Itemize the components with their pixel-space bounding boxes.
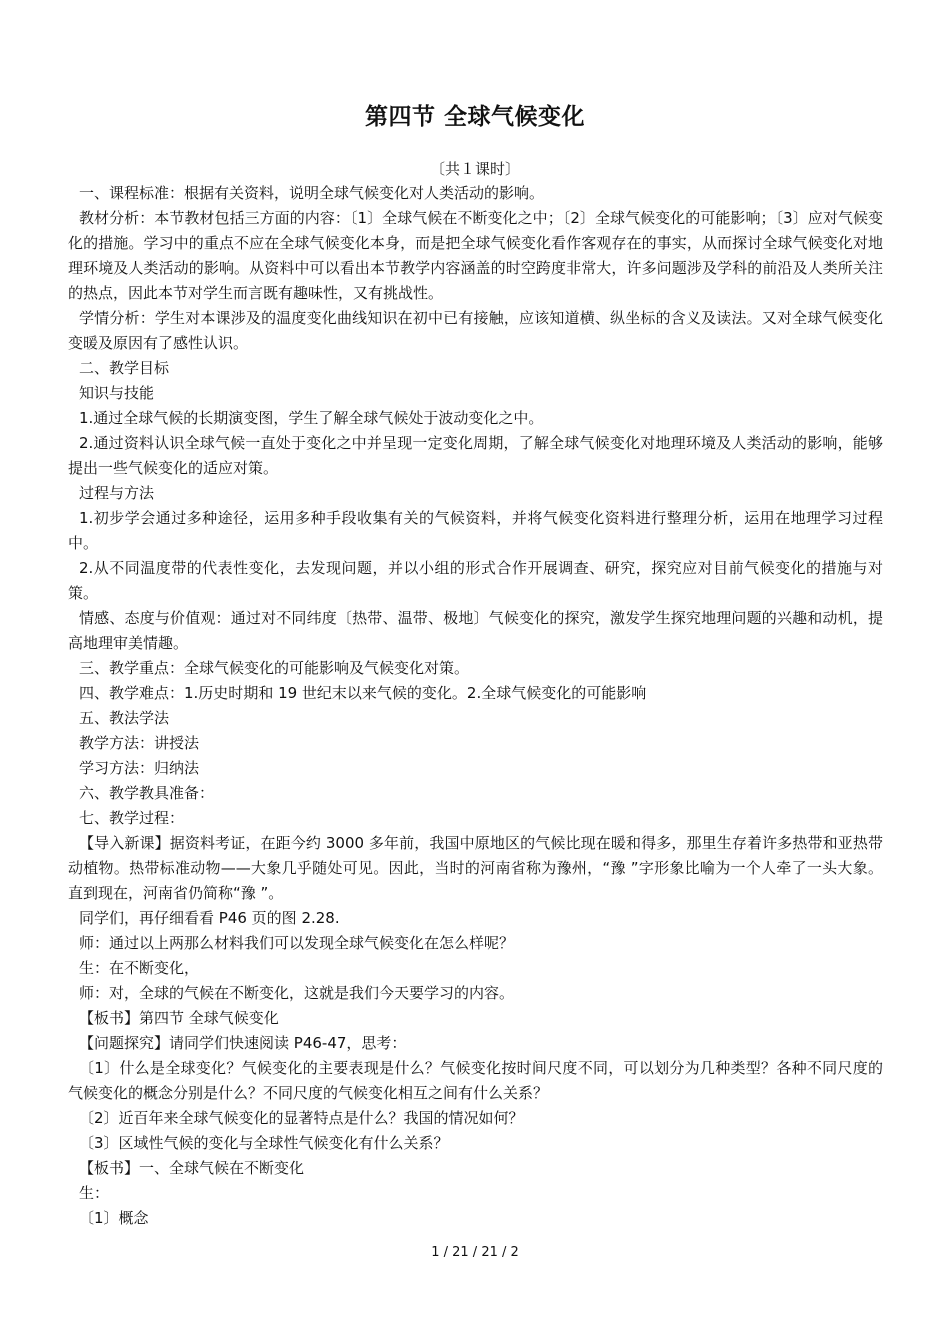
subsection-heading: 过程与方法 [79, 484, 155, 502]
section-heading: 七、教学过程： [79, 809, 185, 827]
page-title: 第四节 全球气候变化 [364, 104, 585, 130]
paragraph: 一、课程标准：根据有关资料，说明全球气候变化对人类活动的影响。 [79, 184, 545, 202]
paragraph: 生：在不断变化， [79, 959, 200, 977]
paragraph: 1.通过全球气候的长期演变图，学生了解全球气候处于波动变化之中。 [79, 409, 544, 427]
section-heading: 四、教学难点：1.历史时期和 19 世纪末以来气候的变化。2.全球气候变化的可能影响 [79, 684, 647, 702]
paragraph: 〔1〕概念 [79, 1209, 149, 1227]
subsection-heading: 知识与技能 [79, 384, 155, 402]
paragraph: 1.初步学会通过多种途径，运用多种手段收集有关的气候资料，并将气候变化资料进行整理分析，运用在地理学习过程中。 [68, 509, 883, 552]
paragraph: 2.通过资料认识全球气候一直处于变化之中并呈现一定变化周期，了解全球气候变化对地理环境及人类活动的影响，能够提出一些气候变化的适应对策。 [68, 434, 883, 477]
paragraph: 2.从不同温度带的代表性变化，去发现问题，并以小组的形式合作开展调查、研究，探究应对目前气候变化的措施与对策。 [68, 559, 883, 602]
paragraph: 学习方法：归纳法 [79, 759, 200, 777]
paragraph: 师：通过以上两那么材料我们可以发现全球气候变化在怎么样呢？ [79, 934, 515, 952]
document-body [68, 181, 883, 1231]
paragraph: 生： [79, 1184, 110, 1202]
paragraph: 同学们，再仔细看看 P46 页的图 2.28. [79, 909, 340, 927]
paragraph: 〔1〕什么是全球变化？气候变化的主要表现是什么？气候变化按时间尺度不同，可以划分为几种类型？各种不同尺度的气候变化的概念分别是什么？不同尺度的气候变化相互之间有什么关系？ [68, 1059, 883, 1102]
section-heading: 二、教学目标 [79, 359, 170, 377]
paragraph: 教学方法：讲授法 [79, 734, 200, 752]
section-heading: 三、教学重点：全球气候变化的可能影响及气候变化对策。 [79, 659, 470, 677]
section-heading: 五、教法学法 [79, 709, 170, 727]
paragraph: 〔2〕近百年来全球气候变化的显著特点是什么？我国的情况如何？ [79, 1109, 524, 1127]
paragraph: 教材分析：本节教材包括三方面的内容：〔1〕全球气候在不断变化之中；〔2〕全球气候变化的可能影响；〔3〕应对气候变化的措施。学习中的重点不应在全球气候变化本身，而是把全球气候变化看作客观存在的事实，从而探讨全球气候变化对地理环境及人类活动的影响。从资料中可以看出本节教学内容涵盖的时空跨度非常大，许多问题涉及学科的前沿及人类所关注的热点，因此本节对学生而言既有趣味性，又有挑战性。 [68, 209, 883, 302]
class-hours-note: 〔共１课时〕 [429, 160, 520, 178]
paragraph: 学情分析：学生对本课涉及的温度变化曲线知识在初中已有接触，应该知道横、纵坐标的含义及读法。又对全球气候变化变暖及原因有了感性认识。 [68, 309, 883, 352]
paragraph: 【问题探究】请同学们快速阅读 P46-47，思考： [79, 1034, 407, 1052]
page-number: 1 / 21 / 21 / 2 [431, 1245, 519, 1260]
paragraph: 【板书】第四节 全球气候变化 [79, 1009, 279, 1027]
section-heading: 六、教学教具准备： [79, 784, 215, 802]
paragraph: 〔3〕区域性气候的变化与全球性气候变化有什么关系？ [79, 1134, 449, 1152]
paragraph: 情感、态度与价值观：通过对不同纬度〔热带、温带、极地〕气候变化的探究，激发学生探究地理问题的兴趣和动机，提高地理审美情趣。 [68, 609, 883, 652]
paragraph: 【板书】一、全球气候在不断变化 [79, 1159, 305, 1177]
paragraph: 【导入新课】据资料考证，在距今约 3000 多年前，我国中原地区的气候比现在暖和得多，那里生存着许多热带和亚热带动植物。热带标准动物——大象几乎随处可见。因此，当时的河南省称为豫州，“豫 ”字形象比喻为一个人牵了一头大象。直到现在，河南省仍简称“豫 ”。 [68, 834, 883, 902]
paragraph: 师：对，全球的气候在不断变化，这就是我们今天要学习的内容。 [79, 984, 515, 1002]
